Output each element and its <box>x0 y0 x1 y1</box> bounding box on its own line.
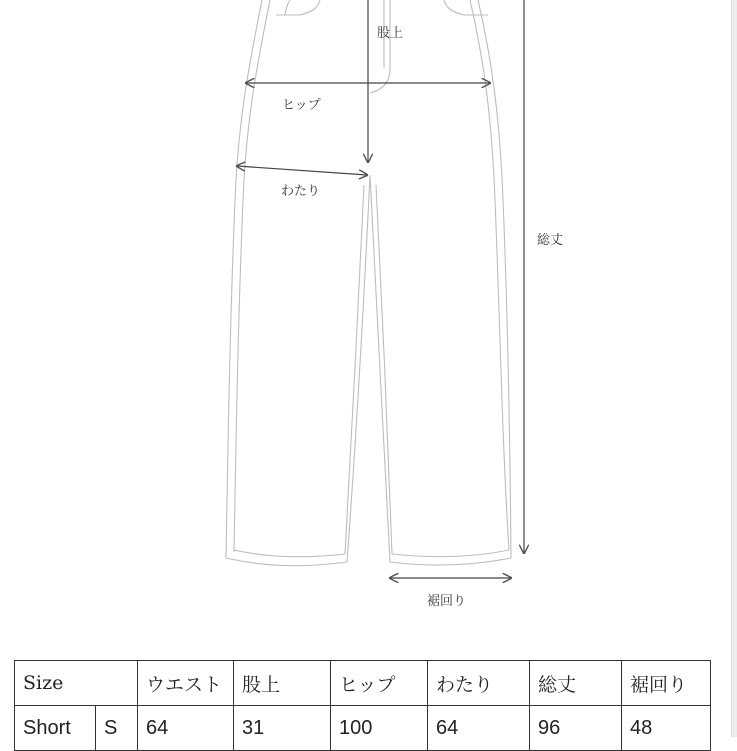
cell-rise: 31 <box>234 706 331 751</box>
table-row <box>15 706 711 751</box>
header-hip: ヒップ <box>331 661 428 706</box>
table-header-row <box>15 661 711 706</box>
cell-thigh: 64 <box>428 706 530 751</box>
total-length-label: 総丈 <box>537 233 564 248</box>
cell-waist: 64 <box>138 706 234 751</box>
thigh-label: わたり <box>281 184 321 199</box>
cell-size: S <box>96 706 138 751</box>
size-table <box>14 660 711 751</box>
header-size: Size <box>15 661 138 706</box>
header-hem: 裾回り <box>622 661 711 706</box>
hip-label: ヒップ <box>282 98 321 113</box>
header-waist: ウエスト <box>138 661 234 706</box>
header-rise: 股上 <box>234 661 331 706</box>
cell-total-length: 96 <box>530 706 622 751</box>
thigh-arrow <box>237 166 367 175</box>
cell-hem: 48 <box>622 706 711 751</box>
header-total-length: 総丈 <box>530 661 622 706</box>
header-thigh: わたり <box>428 661 530 706</box>
cell-type: Short <box>15 706 96 751</box>
rise-label: 股上 <box>377 26 404 41</box>
hem-label: 裾回り <box>427 594 467 609</box>
cell-hip: 100 <box>331 706 428 751</box>
